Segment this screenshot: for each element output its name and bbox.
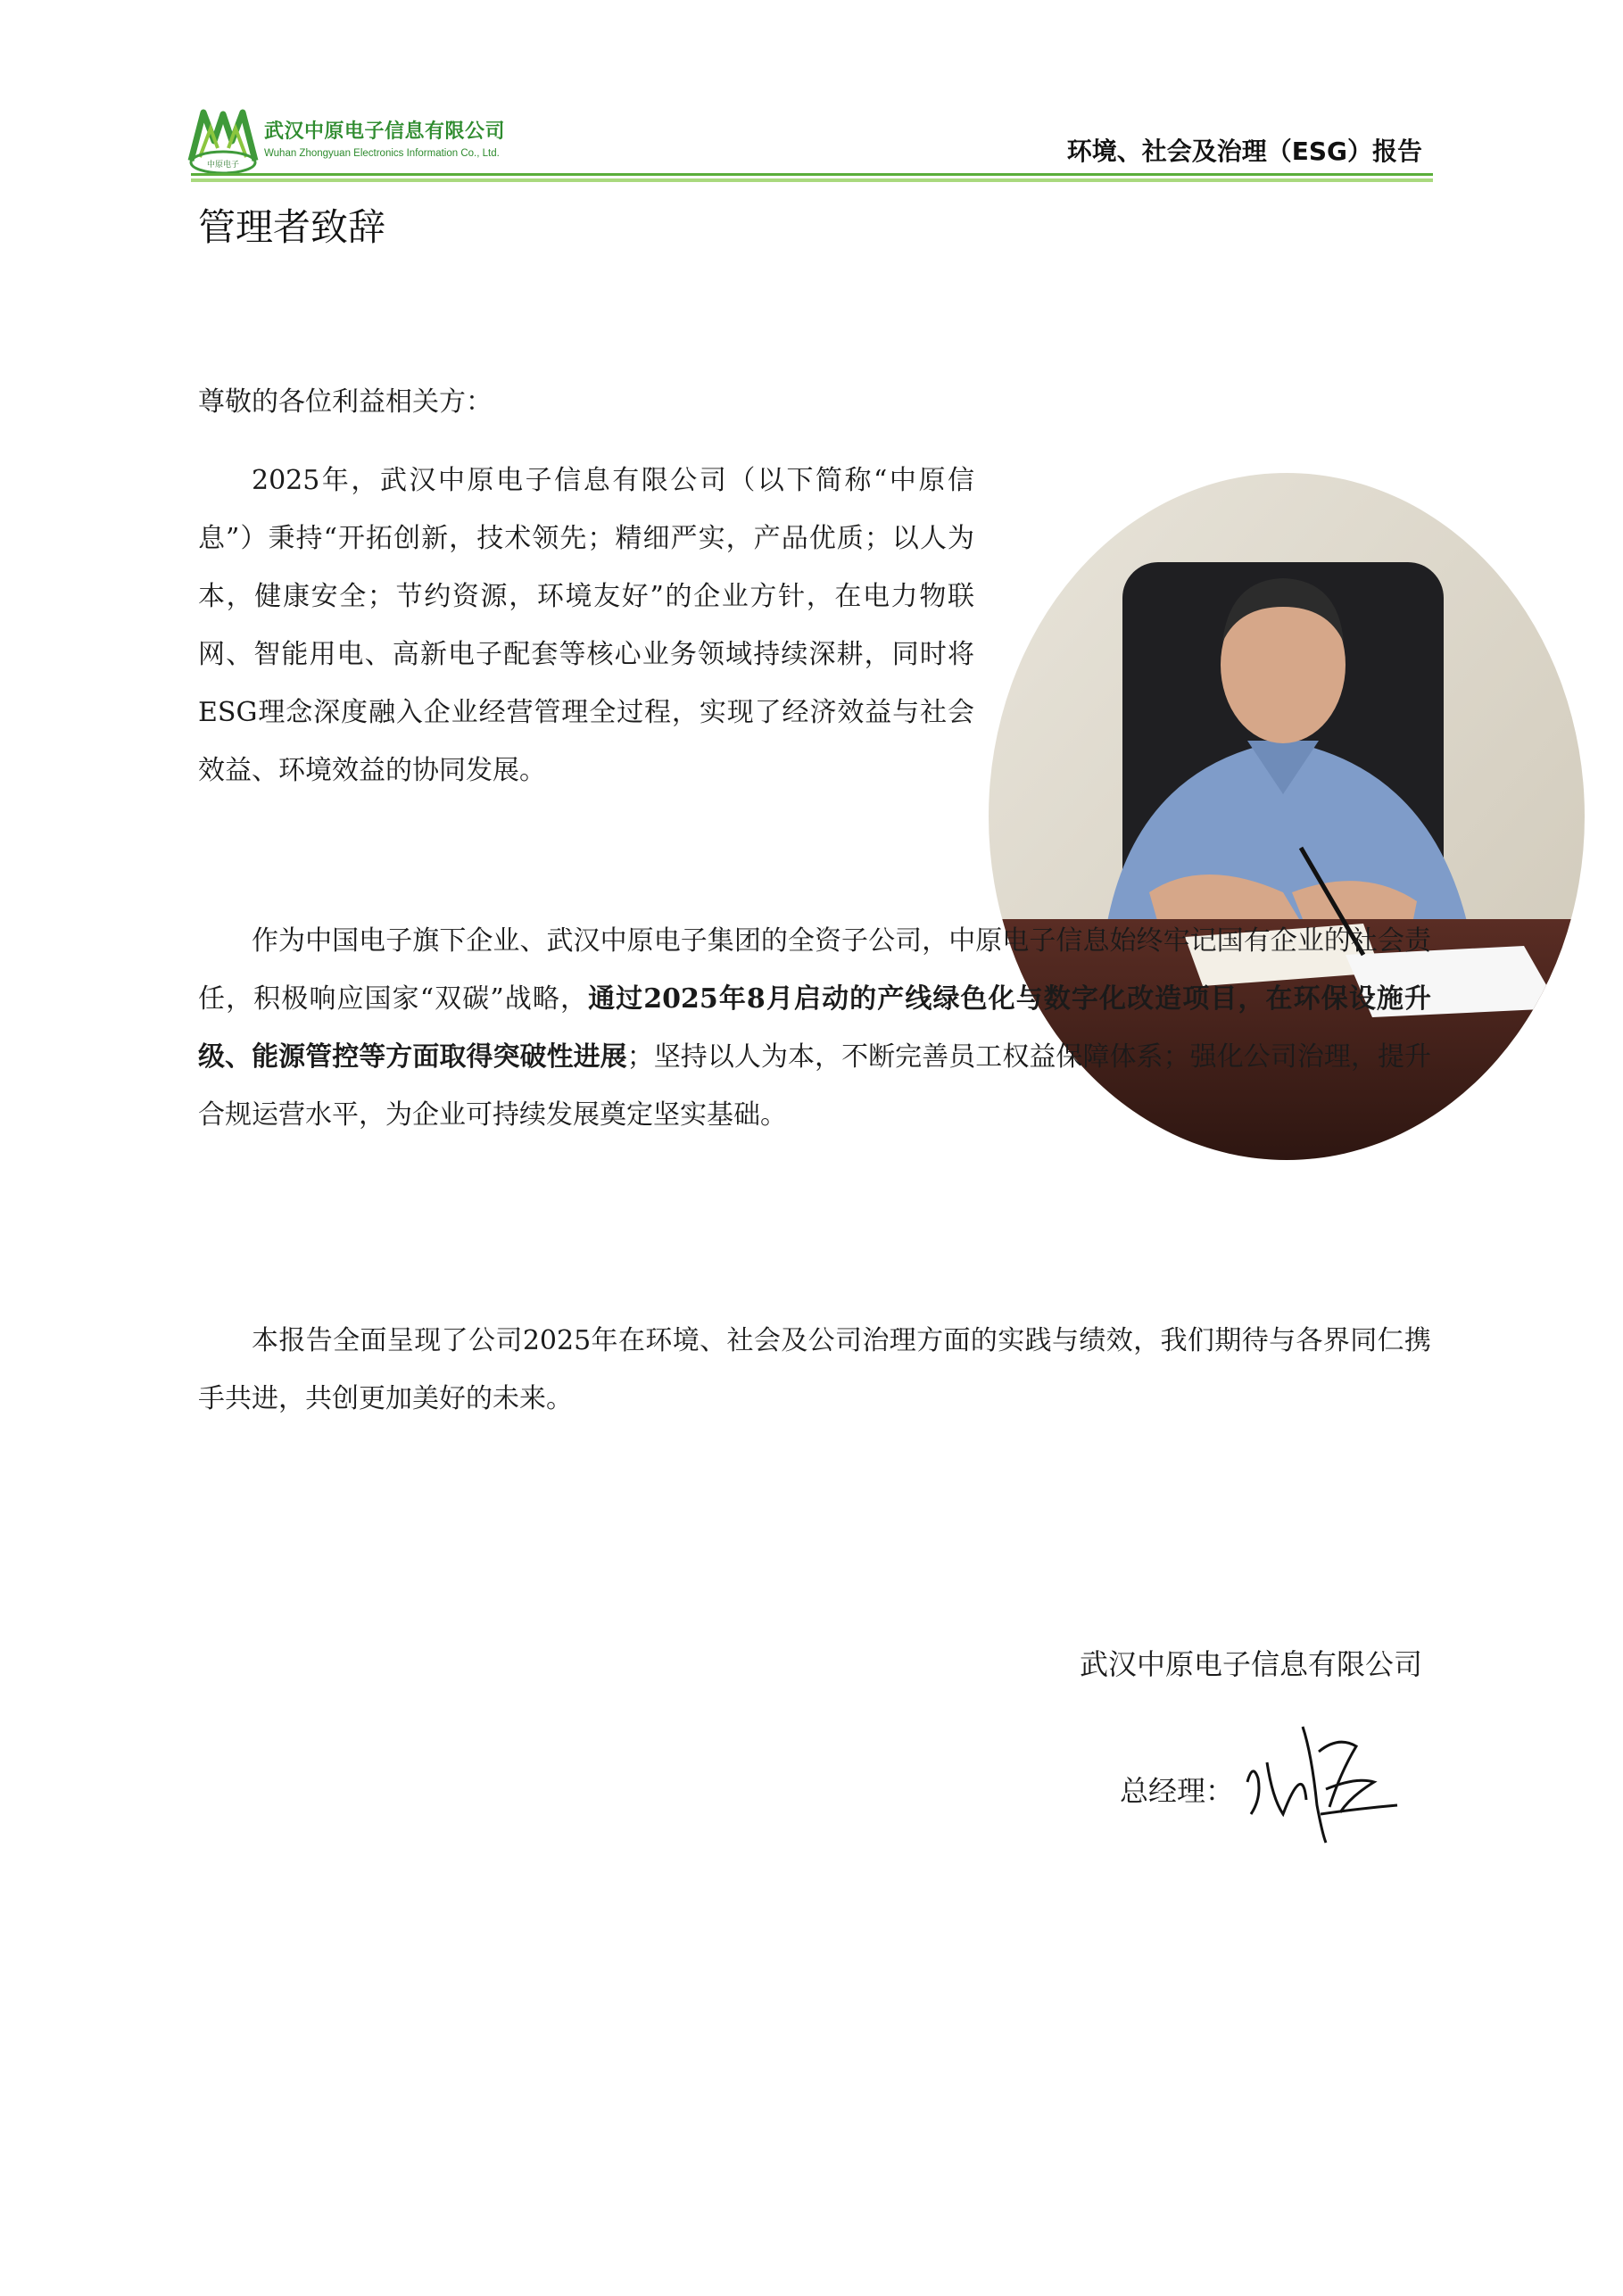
logo-mark-icon (187, 105, 259, 177)
paragraph-2-highlight: 通过2025年8月启动的产线绿色化与数字化改造项目，在环保设施升级、能源管控等方面取得突破性进展 (198, 983, 1431, 1073)
paragraph-2-text-a: 作为中国电子旗下企业、武汉中原电子集团的全资子公司，中原电子信息始终牢记国有企业的社会责任，积极响应国家“双碳”战略， (198, 925, 1431, 1015)
letter-paragraph-1: 2025年，武汉中原电子信息有限公司（以下简称“中原信息”）秉持“开拓创新，技术领先；精细严实，产品优质；以人为本，健康安全；节约资源，环境友好”的企业方针，在电力物联网、智能用电、高新电子配套等核心业务领域持续深耕，同时将ESG理念深度融入企业经营管理全过程，实现了经济效益与社会效益、环境效益的协同发展。 (198, 465, 974, 786)
letter-paragraph-3: 本报告全面呈现了公司2025年在环境、社会及公司治理方面的实践与绩效，我们期待与各界同仁携手共进，共创更加美好的未来。 (198, 1325, 1431, 1414)
signoff-company: 武汉中原电子信息有限公司 (1079, 1647, 1422, 1681)
header-rule (191, 173, 1433, 176)
company-name-en: Wuhan Zhongyuan Electronics Information Co., Ltd. (264, 148, 500, 159)
salutation: 尊敬的各位利益相关方： (198, 386, 493, 418)
handwritten-signature (1240, 1700, 1401, 1852)
report-title: 环境、社会及治理（ESG）报告 (1066, 137, 1422, 166)
logo-mark-text: 中原电子 (206, 161, 240, 170)
page-title: 管理者致辞 (198, 205, 386, 249)
page-header (0, 0, 1623, 187)
company-logo (187, 105, 535, 177)
letter-paragraph-2 (198, 912, 1431, 1144)
gm-label: 总经理： (1120, 1774, 1235, 1808)
header-rule-light (191, 178, 1433, 182)
paragraph-2-text-c: ；坚持以人为本，不断完善员工权益保障体系；强化公司治理，提升合规运营水平，为企业可持续发展奠定坚实基础。 (198, 1041, 1432, 1131)
company-name-cn: 武汉中原电子信息有限公司 (264, 120, 506, 143)
